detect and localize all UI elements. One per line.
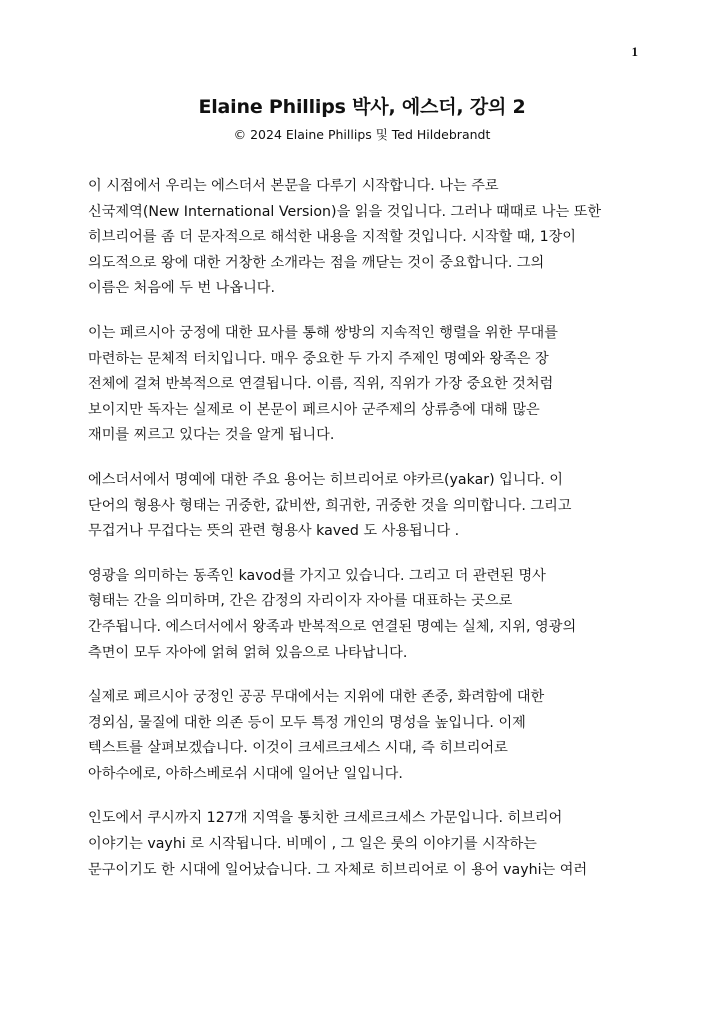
page-number: 1 (631, 44, 638, 59)
paragraph-2 (88, 321, 643, 449)
text-line: 이는 페르시아 궁정에 대한 묘사를 통해 쌍방의 지속적인 행렬을 위한 무대를 (88, 324, 558, 341)
copyright-line: © 2024 Elaine Phillips 및 Ted Hildebrandt (233, 127, 491, 142)
paragraph-4 (88, 564, 643, 666)
text-line: 인도에서 쿠시까지 127개 지역을 통치한 크세르크세스 가문입니다. 히브리어 (88, 810, 563, 827)
text-line: 아하수에로, 아하스베로쉬 시대에 일어난 일입니다. (88, 765, 403, 782)
paragraph-6 (88, 806, 643, 883)
paragraph-3 (88, 468, 643, 545)
text-line: 간주됩니다. 에스더서에서 왕족과 반복적으로 연결된 명예는 실체, 지위, 영광의 (88, 618, 577, 635)
paragraph-1 (88, 174, 643, 302)
text-line: 실제로 페르시아 궁정인 공공 무대에서는 지위에 대한 존중, 화려함에 대한 (88, 689, 545, 706)
text-line: 이야기는 vayhi 로 시작됩니다. 비메이 , 그 일은 룻의 이야기를 시작하는 (88, 836, 537, 853)
text-line: 재미를 찌르고 있다는 것을 알게 됩니다. (88, 427, 335, 444)
text-line: 신국제역(New International Version)을 읽을 것입니다. 그러나 때때로 나는 또한 (88, 203, 602, 220)
text-line: 에스더서에서 명예에 대한 주요 용어는 히브리어로 야카르(yakar) 입니다. 이 (88, 471, 563, 488)
text-line: 단어의 형용사 형태는 귀중한, 값비싼, 희귀한, 귀중한 것을 의미합니다. 그리고 (88, 497, 572, 514)
text-line: 마련하는 문체적 터치입니다. 매우 중요한 두 가지 주제인 명예와 왕족은 장 (88, 350, 549, 367)
text-line: 보이지만 독자는 실제로 이 본문이 페르시아 군주제의 상류층에 대해 많은 (88, 401, 540, 418)
text-line: 영광을 의미하는 동족인 kavod를 가지고 있습니다. 그리고 더 관련된 명사 (88, 567, 546, 584)
paragraph-5 (88, 685, 643, 787)
text-line: 텍스트를 살펴보겠습니다. 이것이 크세르크세스 시대, 즉 히브리어로 (88, 740, 508, 757)
text-line: 히브리어를 좀 더 문자적으로 해석한 내용을 지적할 것입니다. 시작할 때, 1장이 (88, 229, 577, 246)
text-line: 전체에 걸쳐 반복적으로 연결됩니다. 이름, 직위, 직위가 가장 중요한 것처럼 (88, 376, 554, 393)
text-line: 문구이기도 한 시대에 일어났습니다. 그 자체로 히브리어로 이 용어 vayhi는 여러 (88, 861, 588, 878)
text-line: 측면이 모두 자아에 얽혀 얽혀 있음으로 나타납니다. (88, 644, 408, 661)
text-line: 경외심, 물질에 대한 의존 등이 모두 특정 개인의 명성을 높입니다. 이제 (88, 714, 526, 731)
text-line: 이름은 처음에 두 번 나옵니다. (88, 280, 276, 297)
document-header (0, 92, 724, 145)
document-title: Elaine Phillips 박사, 에스더, 강의 2 (198, 96, 526, 118)
text-line: 이 시점에서 우리는 에스더서 본문을 다루기 시작합니다. 나는 주로 (88, 178, 499, 194)
text-line: 의도적으로 왕에 대한 거창한 소개라는 점을 깨닫는 것이 중요합니다. 그의 (88, 254, 545, 271)
text-line: 무겁거나 무겁다는 뜻의 관련 형용사 kaved 도 사용됩니다 . (88, 523, 460, 540)
document-body (88, 174, 643, 902)
text-line: 형태는 간을 의미하며, 간은 감정의 자리이자 자아를 대표하는 곳으로 (88, 593, 513, 610)
